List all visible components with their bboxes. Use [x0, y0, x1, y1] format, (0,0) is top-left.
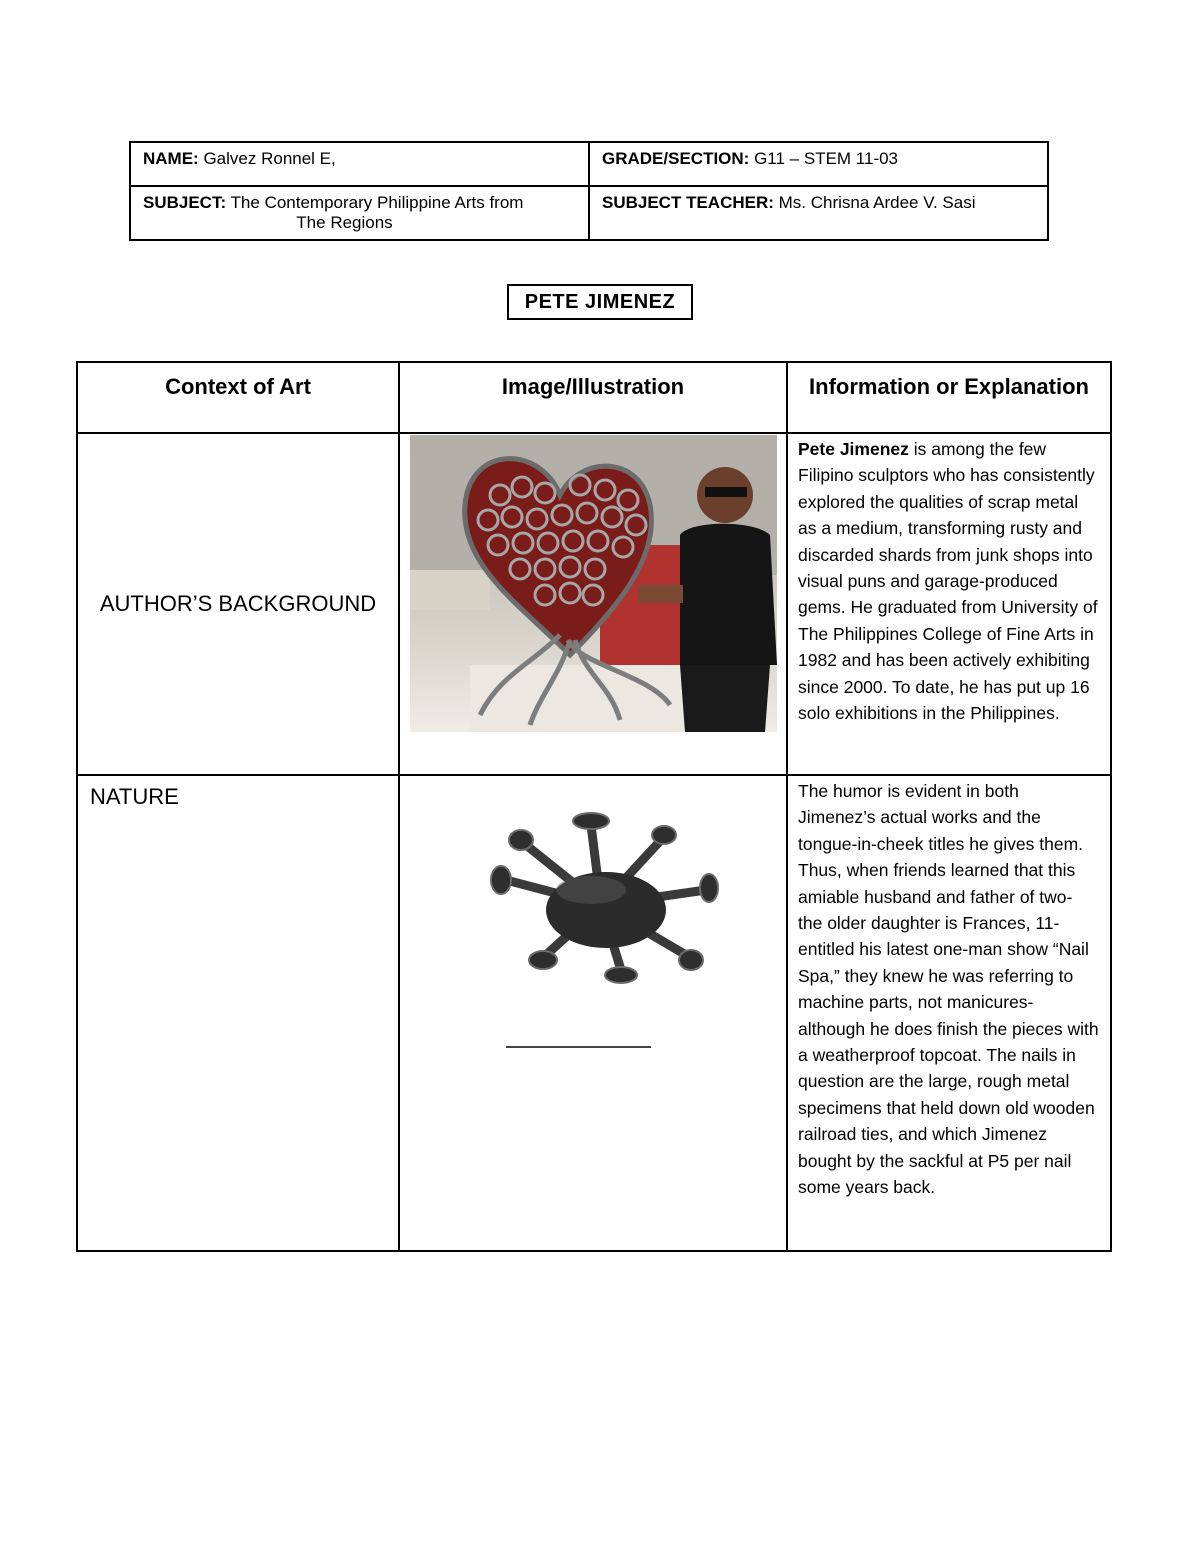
heart-sculpture-photo-icon: [410, 435, 777, 732]
teacher-value: Ms. Chrisna Ardee V. Sasi: [778, 193, 976, 212]
context-nature: NATURE: [77, 775, 399, 1251]
subject-value-line1: The Contemporary Philippine Arts from: [230, 193, 524, 212]
info-author-background: [787, 433, 1111, 775]
context-author-background: AUTHOR’S BACKGROUND: [77, 433, 399, 775]
info-nature: The humor is evident in both Jimenez’s actual works and the tongue-in-cheek titles he gives them. Thus, when friends learned that this amiable husband and father of two- the older daughter is Frances, 11-entitled his latest one-man show “Nail Spa,” they knew he was referring to machine parts, not manicures-although he does finish the pieces with a weatherproof topcoat. The nails in question are the large, rough metal specimens that held down old wooden railroad ties, and which Jimenez bought by the sackful at P5 per nail some years back.: [787, 775, 1111, 1251]
header-image: Image/Illustration: [399, 362, 787, 433]
header-information: Information or Explanation: [787, 362, 1111, 433]
name-cell: [130, 142, 589, 186]
grade-cell: [589, 142, 1048, 186]
teacher-label: SUBJECT TEACHER:: [602, 193, 774, 212]
subject-cell: [130, 186, 589, 240]
art-context-table: [76, 361, 1112, 1252]
subject-label: SUBJECT:: [143, 193, 227, 212]
grade-value: G11 – STEM 11-03: [754, 149, 899, 168]
image-cell-author: [399, 433, 787, 775]
student-info-table: [129, 141, 1049, 241]
name-label: NAME:: [143, 149, 199, 168]
page-title: PETE JIMENEZ: [507, 284, 693, 320]
info-author-text: is among the few Filipino sculptors who has consistently explored the qualities of scrap metal as a medium, transforming rusty and discarded shards from junk shops into visual puns and garage-produced gems. He graduated from University of The Philippines College of Fine Arts in 1982 and has been actively exhibiting since 2000. To date, he has put up 16 solo exhibitions in the Philippines.: [798, 439, 1098, 724]
teacher-cell: [589, 186, 1048, 240]
nail-sculpture-icon: [471, 785, 731, 1055]
grade-label: GRADE/SECTION:: [602, 149, 750, 168]
subject-value-line2: The Regions: [296, 213, 393, 232]
name-value: Galvez Ronnel E,: [203, 149, 336, 168]
image-cell-nature: [399, 775, 787, 1251]
info-author-bold: Pete Jimenez: [798, 439, 909, 459]
header-context: Context of Art: [77, 362, 399, 433]
